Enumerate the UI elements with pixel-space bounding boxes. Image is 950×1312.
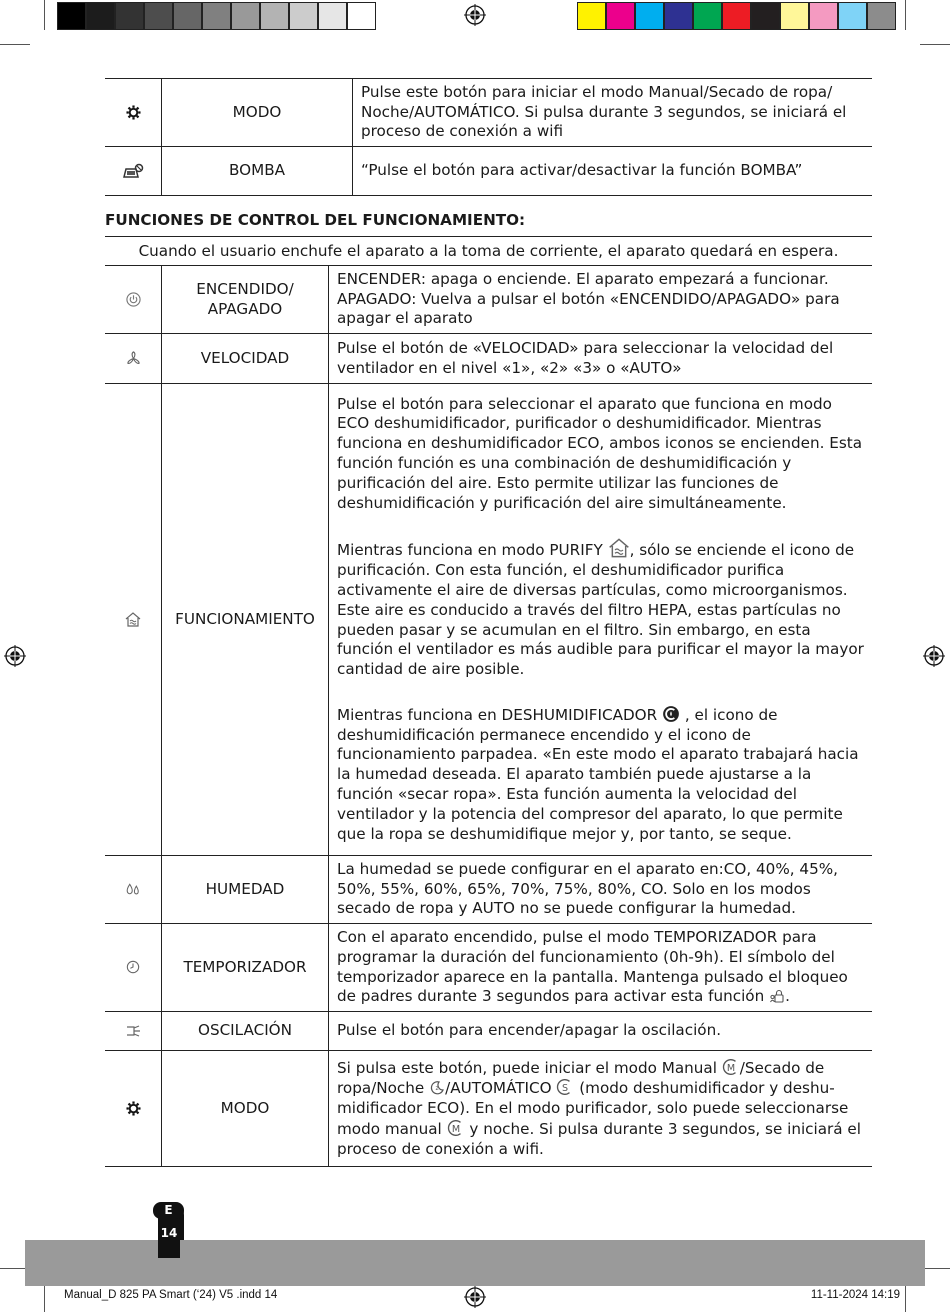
- dehumidifier-icon: [662, 705, 680, 723]
- mode-text: (modo deshumidificador y deshu-midificador ECO). En el modo purificador, solo puede seleccionarse modo manual: [337, 1079, 849, 1138]
- registration-mark-icon: [464, 4, 486, 26]
- auto-mode-icon: [556, 1078, 574, 1096]
- crop-mark: [920, 44, 950, 45]
- function-name: FUNCIONAMIENTO: [162, 384, 329, 856]
- table-row: [105, 147, 872, 196]
- dehumidifier-text-start: Mientras funciona en DESHUMIDIFICADOR: [337, 705, 663, 724]
- function-description: [329, 1051, 873, 1167]
- table-row: [105, 1012, 872, 1051]
- function-description: [329, 924, 873, 1012]
- crop-mark: [0, 44, 30, 45]
- gear-icon: [105, 79, 162, 147]
- timer-text-end: .: [785, 987, 790, 1006]
- color-swatch: [144, 2, 173, 30]
- table-row: [105, 79, 872, 147]
- section-heading: FUNCIONES DE CONTROL DEL FUNCIONAMIENTO:: [105, 211, 526, 229]
- color-swatch: [606, 2, 635, 30]
- registration-mark-icon: [464, 1286, 486, 1308]
- manual-mode-icon: [722, 1058, 740, 1076]
- mode-text: /AUTOMÁTICO: [445, 1079, 557, 1098]
- crop-mark: [905, 1282, 906, 1312]
- registration-mark-icon: [923, 645, 945, 667]
- svg-text:M: M: [451, 1123, 460, 1135]
- color-swatch: [289, 2, 318, 30]
- crop-mark: [44, 0, 45, 30]
- pump-icon: [105, 147, 162, 196]
- table-row: [105, 924, 872, 1012]
- table-row: [105, 384, 872, 856]
- color-swatch: [722, 2, 751, 30]
- function-description: ENCENDER: apaga o enciende. El aparato empezará a funcionar. APAGADO: Vuelva a pulsar el botón «ENCENDIDO/APAGADO» para apagar el aparato: [329, 266, 873, 334]
- power-icon: [105, 266, 162, 334]
- color-swatch: [173, 2, 202, 30]
- timer-text: Con el aparato encendido, pulse el modo TEMPORIZADOR para programar la duración del funcionamiento (0h-9h). El símbolo del temporizador aparece en la pantalla. Mantenga pulsado el bloqueo de padres durante 3 segundos para activar esta función: [337, 927, 848, 1006]
- child-lock-icon: [769, 988, 785, 1004]
- table-row: [105, 266, 872, 334]
- operation-paragraph-eco: Pulse el botón para seleccionar el aparato que funciona en modo ECO deshumidificador, purificador o deshumidificador. Mientras funciona en deshumidificador ECO, ambos iconos se encienden. Esta función función es una combinación de deshumidificación y purificación del aire. Esto permite utilizar las funciones de deshumidificación y purificación del aire simultáneamente.: [337, 394, 862, 512]
- color-swatch: [867, 2, 896, 30]
- crop-mark: [905, 0, 906, 30]
- color-swatch: [231, 2, 260, 30]
- color-swatch: [635, 2, 664, 30]
- gear-icon: [105, 1051, 162, 1167]
- color-swatch: [838, 2, 867, 30]
- mode-text: /Secado de ropa/Noche: [337, 1058, 825, 1098]
- color-swatch: [260, 2, 289, 30]
- language-badge: E: [153, 1202, 184, 1219]
- function-description: Pulse el botón de «VELOCIDAD» para seleccionar la velocidad del ventilador en el nivel «1», «2» «3» o «AUTO»: [329, 334, 873, 384]
- page-number: 14: [160, 1226, 178, 1240]
- color-swatch: [57, 2, 86, 30]
- night-mode-icon: [429, 1080, 445, 1096]
- color-swatch: [809, 2, 838, 30]
- color-swatch: [86, 2, 115, 30]
- manual-mode-icon: [447, 1119, 465, 1137]
- svg-text:M: M: [726, 1062, 735, 1074]
- function-name: ENCENDIDO/ APAGADO: [162, 266, 329, 334]
- table-row: [105, 334, 872, 384]
- color-swatch: [202, 2, 231, 30]
- purify-house-icon: [105, 384, 162, 856]
- color-swatch: [780, 2, 809, 30]
- function-name: HUMEDAD: [162, 856, 329, 924]
- function-description: Pulse este botón para iniciar el modo Manual/Secado de ropa/ Noche/AUTOMÁTICO. Si pulsa durante 3 segundos, se iniciará el proceso de conexión a wifi: [353, 79, 873, 147]
- color-swatch: [693, 2, 722, 30]
- print-date: 11-11-2024 14:19: [810, 1289, 900, 1301]
- color-swatch: [347, 2, 376, 30]
- function-name: MODO: [162, 79, 353, 147]
- swing-icon: [105, 1012, 162, 1051]
- color-swatch: [751, 2, 780, 30]
- fan-icon: [105, 334, 162, 384]
- function-name: MODO: [162, 1051, 329, 1167]
- crop-mark: [44, 1282, 45, 1312]
- control-functions-table: [105, 236, 872, 1167]
- table-row: [105, 856, 872, 924]
- svg-text:z: z: [435, 1085, 439, 1093]
- function-name: TEMPORIZADOR: [162, 924, 329, 1012]
- color-swatch: [577, 2, 606, 30]
- registration-mark-icon: [4, 645, 26, 667]
- color-swatch: [115, 2, 144, 30]
- function-description: La humedad se puede configurar en el aparato en:CO, 40%, 45%, 50%, 55%, 60%, 65%, 70%, 75%, 80%, CO. Solo en los modos secado de ropa y AUTO no se puede configurar la humedad.: [329, 856, 873, 924]
- purify-text-start: Mientras funciona en modo PURIFY: [337, 541, 608, 560]
- operation-paragraph-dehumidifier: [337, 705, 866, 845]
- clock-icon: [105, 924, 162, 1012]
- operation-paragraph-purify: [337, 538, 866, 680]
- color-swatch: [318, 2, 347, 30]
- mode-text: Si pulsa este botón, puede iniciar el modo Manual: [337, 1058, 722, 1077]
- dehumidifier-text-end: , el icono de deshumidificación permanece encendido y el icono de funcionamiento parpadea. «En este modo el aparato trabajará hacia la humedad deseada. El aparato también puede ajustarse a la función «secar ropa». Esta función aumenta la velocidad del ventilador y la potencia del compresor del aparato, lo que permite que la ropa se deshumidifique mejor y, por tanto, se seque.: [337, 705, 859, 843]
- function-description: Pulse el botón para encender/apagar la oscilación.: [329, 1012, 873, 1051]
- function-name: OSCILACIÓN: [162, 1012, 329, 1051]
- color-swatch: [664, 2, 693, 30]
- function-description: “Pulse el botón para activar/desactivar la función BOMBA”: [353, 147, 873, 196]
- table-row: [105, 1051, 872, 1167]
- mode-text: y noche. Si pulsa durante 3 segundos, se iniciará el proceso de conexión a wifi.: [337, 1119, 861, 1158]
- svg-text:S: S: [562, 1083, 569, 1095]
- button-table-top: [105, 78, 872, 196]
- function-description: [329, 384, 873, 856]
- function-name: BOMBA: [162, 147, 353, 196]
- function-name: VELOCIDAD: [162, 334, 329, 384]
- intro-text: Cuando el usuario enchufe el aparato a la toma de corriente, el aparato quedará en espera.: [105, 236, 872, 265]
- page-tab-stub: [158, 1240, 180, 1258]
- file-slug: Manual_D 825 PA Smart (‘24) V5 .indd 14: [64, 1289, 278, 1301]
- purify-house-icon: [608, 538, 630, 558]
- humidity-drops-icon: [105, 856, 162, 924]
- purify-text-end: , sólo se enciende el icono de purificación. Con esta función, el deshumidificador purifica activamente el aire de diversas partículas, como microorganismos. Este aire es conducido a través del filtro HEPA, estas partículas no pueden pasar y se acumulan en el filtro. Sin embargo, en esta función el ventilador es más audible para purificar el mayor la mayor cantidad de aire posible.: [337, 541, 864, 679]
